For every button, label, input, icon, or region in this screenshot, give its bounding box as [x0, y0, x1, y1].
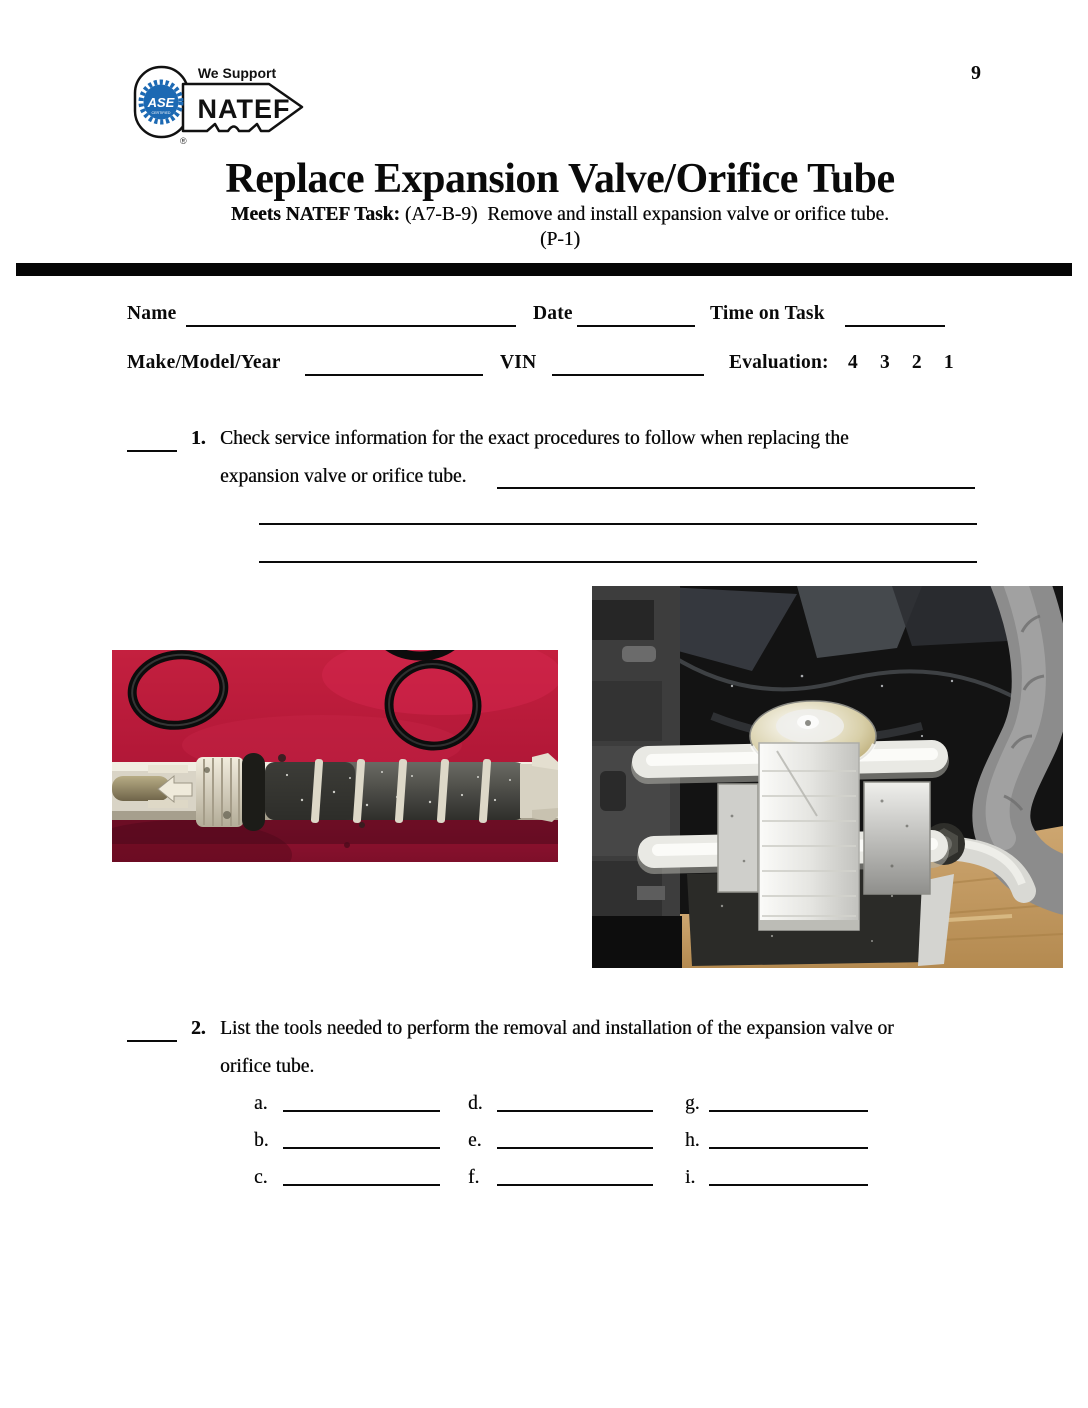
natef-ase-logo	[131, 56, 307, 152]
q1-text-line1: Check service information for the exact procedures to follow when replacing the	[220, 428, 849, 449]
tool-blank-d	[497, 1089, 653, 1112]
orifice-tube-with-o-rings-photo	[112, 650, 558, 862]
q1-text-line2: expansion valve or orifice tube.	[220, 466, 467, 487]
tool-blank-a	[283, 1089, 440, 1112]
tool-blank-b	[283, 1126, 440, 1149]
tool-letter-a: a.	[254, 1093, 268, 1114]
q2-number: 2.	[191, 1018, 206, 1039]
name-label: Name	[127, 303, 177, 324]
section-divider-bar	[16, 263, 1072, 276]
evaluation-label: Evaluation:	[729, 352, 829, 373]
time-on-task-label: Time on Task	[710, 303, 825, 324]
q2-check-blank	[127, 1019, 177, 1042]
ase-text: ASE	[147, 95, 175, 110]
name-blank-line	[186, 304, 516, 327]
q1-answer-line-2	[259, 502, 977, 525]
logo-support-text: We Support	[197, 65, 277, 81]
tool-letter-c: c.	[254, 1167, 268, 1188]
make-model-year-label: Make/Model/Year	[127, 352, 281, 373]
vin-blank-line	[552, 353, 704, 376]
tool-blank-g	[709, 1089, 868, 1112]
task-label: Meets NATEF Task:	[230, 204, 400, 225]
q1-check-blank	[127, 429, 177, 452]
tool-blank-c	[283, 1163, 440, 1186]
q1-answer-line-1	[497, 466, 975, 489]
evaluation-4: 4	[848, 352, 858, 373]
ase-cert-text: CERTIFIED	[151, 111, 171, 115]
q1-answer-line-3	[259, 540, 977, 563]
expansion-valve-on-evaporator-photo	[592, 586, 1063, 968]
tool-blank-f	[497, 1163, 653, 1186]
task-subtitle	[30, 203, 1088, 227]
task-code: (A7-B-9)	[404, 204, 478, 225]
task-priority: (P-1)	[539, 229, 581, 250]
registered-mark: ®	[180, 136, 187, 146]
tool-blank-e	[497, 1126, 653, 1149]
q2-text-line1: List the tools needed to perform the removal and installation of the expansion valve or	[220, 1018, 894, 1039]
q2-text-line2: orifice tube.	[220, 1056, 315, 1077]
evaluation-3: 3	[879, 352, 890, 373]
evaluation-2: 2	[911, 352, 922, 373]
task-desc: Remove and install expansion valve or orifice tube.	[487, 204, 890, 225]
tool-letter-b: b.	[254, 1130, 269, 1151]
date-label: Date	[533, 303, 573, 324]
page-title: Replace Expansion Valve/Orifice Tube	[225, 156, 895, 202]
tool-blank-h	[709, 1126, 868, 1149]
evaluation-1: 1	[943, 352, 954, 373]
tool-letter-i: i.	[685, 1167, 696, 1188]
tool-letter-g: g.	[685, 1093, 700, 1114]
date-blank-line	[577, 304, 695, 327]
logo-org-text: NATEF	[197, 94, 291, 124]
vin-label: VIN	[500, 352, 537, 373]
q1-number: 1.	[191, 428, 206, 449]
tool-letter-d: d.	[468, 1093, 483, 1114]
tool-letter-f: f.	[468, 1167, 480, 1188]
tool-letter-e: e.	[468, 1130, 482, 1151]
time-on-task-blank-line	[845, 304, 945, 327]
make-model-year-blank-line	[305, 353, 483, 376]
evaluation-scale	[848, 351, 954, 374]
tool-letter-h: h.	[685, 1130, 700, 1151]
tool-blank-i	[709, 1163, 868, 1186]
page-number: 9	[971, 62, 981, 84]
